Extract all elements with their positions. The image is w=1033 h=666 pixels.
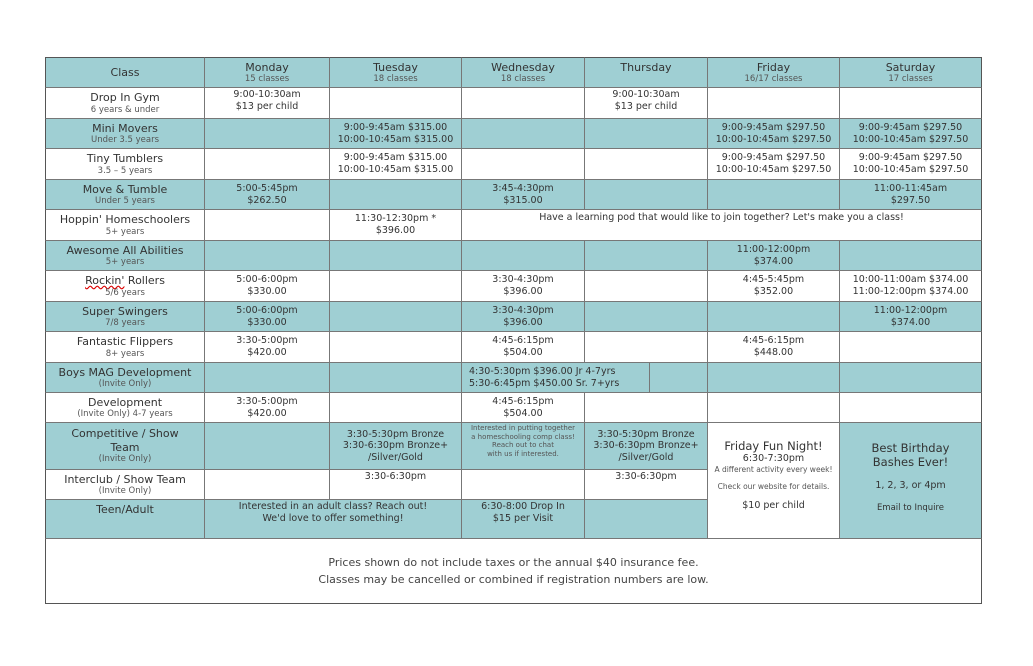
footer-line: Prices shown do not include taxes or the annual $40 insurance fee. bbox=[328, 556, 699, 569]
time: 3:45-4:30pm bbox=[492, 182, 554, 194]
move-tue bbox=[330, 180, 462, 210]
rockin-wed bbox=[462, 271, 585, 302]
time-price: 9:00-9:45am $297.50 bbox=[858, 152, 963, 164]
dev-sat bbox=[840, 393, 982, 423]
class-name: Drop In Gym bbox=[90, 91, 160, 105]
price: $262.50 bbox=[247, 194, 287, 206]
class-name: Mini Movers bbox=[92, 121, 158, 135]
time: 5:00-5:45pm bbox=[236, 182, 298, 194]
price: $396.00 bbox=[503, 316, 543, 328]
day-count: 18 classes bbox=[373, 74, 418, 85]
time: 3:30-4:30pm bbox=[492, 274, 554, 286]
class-awesome-all-abilities bbox=[45, 241, 205, 271]
comp-mon bbox=[205, 423, 330, 470]
class-age: 3.5 – 5 years bbox=[97, 165, 153, 176]
dropin-wed bbox=[462, 88, 585, 119]
move-sat bbox=[840, 180, 982, 210]
class-name: Interclub / Show Team bbox=[64, 472, 186, 486]
flippers-sat bbox=[840, 332, 982, 363]
dropin-mon bbox=[205, 88, 330, 119]
class-name: Move & Tumble bbox=[82, 182, 168, 196]
class-name-part: Rockin' bbox=[85, 274, 125, 288]
class-name: Awesome All Abilities bbox=[66, 243, 184, 257]
class-age: 5/6 years bbox=[105, 287, 145, 298]
tiny-wed bbox=[462, 149, 585, 180]
class-fantastic-flippers bbox=[45, 332, 205, 363]
time-price: 10:00-10:45am $297.50 bbox=[715, 133, 832, 145]
time: 11:00-11:45am bbox=[873, 182, 948, 194]
header-wednesday bbox=[462, 57, 585, 88]
footer-notes bbox=[45, 539, 982, 604]
tiny-thu bbox=[585, 149, 708, 180]
class-age: Under 5 years bbox=[95, 196, 155, 207]
class-age: (Invite Only) bbox=[98, 379, 152, 390]
inter-thu bbox=[585, 470, 708, 500]
time-price: 10:00-10:45am $315.00 bbox=[337, 133, 454, 145]
header-class bbox=[45, 57, 205, 88]
awesome-tue bbox=[330, 241, 462, 271]
fun-night-price: $10 per child bbox=[742, 499, 805, 511]
inter-tue bbox=[330, 470, 462, 500]
adult-class-note: Interested in an adult class? Reach out! bbox=[238, 501, 428, 512]
price: $330.00 bbox=[247, 286, 287, 297]
time: 5:00-6:00pm bbox=[236, 274, 298, 286]
price: $396.00 bbox=[375, 225, 416, 236]
day-count: 15 classes bbox=[244, 74, 290, 85]
teen-wed bbox=[462, 500, 585, 539]
class-name: Boys MAG Development bbox=[58, 365, 192, 379]
inter-wed bbox=[462, 470, 585, 500]
time: 11:00-12:00pm bbox=[873, 304, 948, 316]
inter-mon bbox=[205, 470, 330, 500]
time-price: 9:00-9:45am $297.50 bbox=[721, 152, 826, 164]
class-name: Teen/Adult bbox=[96, 503, 154, 516]
time-price: 9:00-9:45am $315.00 bbox=[343, 152, 448, 164]
tiny-mon bbox=[205, 149, 330, 180]
price: $13 per child bbox=[235, 100, 299, 112]
price: $352.00 bbox=[753, 286, 794, 297]
mini-fri bbox=[708, 119, 840, 149]
time-level: 3:30-6:30pm Bronze+ bbox=[342, 440, 449, 452]
move-mon bbox=[205, 180, 330, 210]
price: $330.00 bbox=[247, 316, 287, 328]
time: 3:30-5:00pm bbox=[236, 335, 298, 347]
homeschool-note: a homeschooling comp class! bbox=[471, 432, 575, 441]
price: $374.00 bbox=[753, 255, 794, 267]
header-thursday bbox=[585, 57, 708, 88]
time: 4:45-6:15pm bbox=[492, 335, 554, 347]
class-name: Fantastic Flippers bbox=[76, 335, 174, 349]
day-name: Friday bbox=[756, 60, 791, 74]
time: 11:00-12:00pm bbox=[736, 243, 811, 255]
dev-tue bbox=[330, 393, 462, 423]
price: $420.00 bbox=[247, 347, 287, 358]
class-name: Hoppin' Homeschoolers bbox=[59, 213, 191, 227]
price: $297.50 bbox=[890, 194, 931, 206]
comp-thu bbox=[585, 423, 708, 470]
hoppin-note bbox=[462, 210, 982, 241]
awesome-wed bbox=[462, 241, 585, 271]
dev-wed bbox=[462, 393, 585, 423]
time-price: 10:00-11:00am $374.00 bbox=[852, 274, 969, 286]
class-age: 6 years & under bbox=[90, 104, 160, 115]
class-competitive-show-team bbox=[45, 423, 205, 470]
flippers-mon bbox=[205, 332, 330, 363]
hoppin-tue bbox=[330, 210, 462, 241]
dev-mon bbox=[205, 393, 330, 423]
time: 3:30-4:30pm bbox=[492, 304, 554, 316]
flippers-wed bbox=[462, 332, 585, 363]
class-name: Development bbox=[87, 395, 163, 409]
price: $448.00 bbox=[753, 347, 794, 358]
time-level: /Silver/Gold bbox=[368, 451, 423, 463]
day-count: 18 classes bbox=[500, 74, 546, 85]
swingers-mon bbox=[205, 302, 330, 332]
awesome-mon bbox=[205, 241, 330, 271]
rockin-mon bbox=[205, 271, 330, 302]
class-age: (Invite Only) 4-7 years bbox=[77, 409, 173, 420]
swingers-sat bbox=[840, 302, 982, 332]
class-rockin-rollers bbox=[45, 271, 205, 302]
class-name: Team bbox=[110, 440, 140, 454]
learning-pod-note: Have a learning pod that would like to join together? Let's make you a class! bbox=[539, 212, 904, 223]
homeschool-note: Interested in putting together bbox=[470, 424, 576, 432]
friday-fun-night bbox=[708, 423, 840, 539]
hoppin-mon bbox=[205, 210, 330, 241]
time: 9:00-10:30am bbox=[233, 89, 301, 100]
time: 4:45-6:15pm bbox=[742, 335, 805, 347]
dev-fri bbox=[708, 393, 840, 423]
price: $396.00 bbox=[503, 286, 543, 297]
dev-thu bbox=[585, 393, 708, 423]
comp-tue bbox=[330, 423, 462, 470]
swingers-wed bbox=[462, 302, 585, 332]
mini-thu bbox=[585, 119, 708, 149]
time: 4:45-6:15pm bbox=[492, 395, 554, 407]
header-monday bbox=[205, 57, 330, 88]
comp-wed bbox=[462, 423, 585, 470]
boys-fri bbox=[708, 363, 840, 393]
class-age: 5+ years bbox=[105, 257, 145, 268]
mini-sat bbox=[840, 119, 982, 149]
birthday-title: Best Birthday bbox=[871, 441, 950, 455]
class-teen-adult bbox=[45, 500, 205, 539]
day-name: Monday bbox=[245, 60, 289, 74]
day-name: Tuesday bbox=[373, 60, 418, 74]
time-price: 5:30-6:45pm $450.00 Sr. 7+yrs bbox=[469, 377, 620, 389]
price: $504.00 bbox=[503, 347, 543, 358]
time-level: 3:30-5:30pm Bronze bbox=[597, 428, 695, 440]
class-mini-movers bbox=[45, 119, 205, 149]
awesome-thu bbox=[585, 241, 708, 271]
time: 3:30-6:30pm bbox=[615, 471, 677, 482]
move-fri bbox=[708, 180, 840, 210]
time-price: 10:00-10:45am $297.50 bbox=[852, 133, 969, 145]
tiny-sat bbox=[840, 149, 982, 180]
swingers-thu bbox=[585, 302, 708, 332]
rockin-thu bbox=[585, 271, 708, 302]
price: $315.00 bbox=[503, 194, 543, 206]
fun-night-line2: Check our website for details. bbox=[717, 481, 830, 491]
rockin-tue bbox=[330, 271, 462, 302]
adult-class-note: We'd love to offer something! bbox=[262, 512, 404, 524]
time: 3:30-5:00pm bbox=[236, 395, 298, 407]
time: 9:00-10:30am bbox=[612, 89, 680, 100]
mini-tue bbox=[330, 119, 462, 149]
day-name: Thursday bbox=[620, 61, 672, 74]
day-count: 17 classes bbox=[888, 74, 933, 85]
price: $13 per child bbox=[614, 100, 678, 112]
day-name: Wednesday bbox=[491, 60, 555, 74]
time-level: /Silver/Gold bbox=[618, 451, 674, 463]
fun-night-line1: A different activity every week! bbox=[714, 464, 833, 474]
price: $504.00 bbox=[503, 407, 543, 419]
teen-thu bbox=[585, 500, 708, 539]
birthday-bashes bbox=[840, 423, 982, 539]
header-friday bbox=[708, 57, 840, 88]
class-age: (Invite Only) bbox=[98, 454, 152, 465]
class-drop-in-gym bbox=[45, 88, 205, 119]
move-wed bbox=[462, 180, 585, 210]
class-name: Super Swingers bbox=[82, 304, 168, 318]
class-boys-mag-development bbox=[45, 363, 205, 393]
class-super-swingers bbox=[45, 302, 205, 332]
move-thu bbox=[585, 180, 708, 210]
boys-tue bbox=[330, 363, 462, 393]
teen-mon-tue bbox=[205, 500, 462, 539]
tiny-fri bbox=[708, 149, 840, 180]
day-name: Saturday bbox=[885, 60, 936, 74]
swingers-fri bbox=[708, 302, 840, 332]
birthday-contact: Email to Inquire bbox=[876, 502, 945, 513]
time-price: 10:00-10:45am $297.50 bbox=[715, 164, 832, 175]
time: 6:30-8:00 Drop In bbox=[481, 501, 565, 512]
dropin-tue bbox=[330, 88, 462, 119]
time: 5:00-6:00pm bbox=[236, 304, 298, 316]
class-move-tumble bbox=[45, 180, 205, 210]
flippers-fri bbox=[708, 332, 840, 363]
mini-wed bbox=[462, 119, 585, 149]
swingers-tue bbox=[330, 302, 462, 332]
time-price: 9:00-9:45am $297.50 bbox=[858, 121, 963, 133]
class-age: 7/8 years bbox=[105, 318, 145, 329]
time-price: 10:00-10:45am $315.00 bbox=[337, 164, 454, 175]
price: $15 per Visit bbox=[492, 512, 554, 524]
class-tiny-tumblers bbox=[45, 149, 205, 180]
birthday-times: 1, 2, 3, or 4pm bbox=[875, 480, 946, 492]
time-price: 4:30-5:30pm $396.00 Jr 4-7yrs bbox=[469, 365, 616, 377]
day-count: 16/17 classes bbox=[744, 74, 803, 85]
class-age: Under 3.5 years bbox=[90, 135, 160, 146]
header-tuesday bbox=[330, 57, 462, 88]
tiny-tue bbox=[330, 149, 462, 180]
time: 3:30-6:30pm bbox=[364, 471, 427, 482]
time-price: 11:00-12:00pm $374.00 bbox=[852, 286, 969, 297]
time-price: 10:00-10:45am $297.50 bbox=[852, 164, 969, 175]
class-name bbox=[85, 274, 165, 287]
fun-night-time: 6:30-7:30pm bbox=[742, 453, 805, 465]
boys-sat bbox=[840, 363, 982, 393]
price: $420.00 bbox=[247, 407, 287, 419]
dropin-sat bbox=[840, 88, 982, 119]
birthday-title: Bashes Ever! bbox=[872, 455, 949, 470]
class-age: (Invite Only) bbox=[98, 486, 152, 497]
homeschool-note: with us if interested. bbox=[487, 449, 559, 458]
class-name: Competitive / Show bbox=[71, 427, 179, 441]
mini-mon bbox=[205, 119, 330, 149]
awesome-sat bbox=[840, 241, 982, 271]
boys-thu bbox=[650, 363, 708, 393]
rockin-fri bbox=[708, 271, 840, 302]
class-age: 5+ years bbox=[105, 226, 145, 237]
dropin-fri bbox=[708, 88, 840, 119]
header-class-label: Class bbox=[110, 65, 140, 79]
time-level: 3:30-5:30pm Bronze bbox=[346, 428, 445, 440]
header-saturday bbox=[840, 57, 982, 88]
time-price: 9:00-9:45am $315.00 bbox=[343, 121, 448, 133]
boys-mon bbox=[205, 363, 330, 393]
price: $374.00 bbox=[890, 316, 931, 328]
class-name: Tiny Tumblers bbox=[86, 152, 164, 166]
fun-night-title: Friday Fun Night! bbox=[724, 439, 823, 453]
footer-line: Classes may be cancelled or combined if registration numbers are low. bbox=[318, 572, 709, 586]
homeschool-note: Reach out to chat bbox=[492, 441, 554, 450]
time: 4:45-5:45pm bbox=[742, 274, 805, 286]
time-price: 9:00-9:45am $297.50 bbox=[721, 121, 826, 133]
time-level: 3:30-6:30pm Bronze+ bbox=[593, 440, 699, 452]
class-interclub-show-team bbox=[45, 470, 205, 500]
class-name-part: Rollers bbox=[124, 274, 165, 288]
flippers-tue bbox=[330, 332, 462, 363]
flippers-thu bbox=[585, 332, 708, 363]
boys-wed bbox=[462, 363, 650, 393]
class-age: 8+ years bbox=[105, 348, 145, 359]
rockin-sat bbox=[840, 271, 982, 302]
class-hoppin-homeschoolers bbox=[45, 210, 205, 241]
time: 11:30-12:30pm * bbox=[354, 213, 437, 225]
awesome-fri bbox=[708, 241, 840, 271]
class-development bbox=[45, 393, 205, 423]
dropin-thu bbox=[585, 88, 708, 119]
